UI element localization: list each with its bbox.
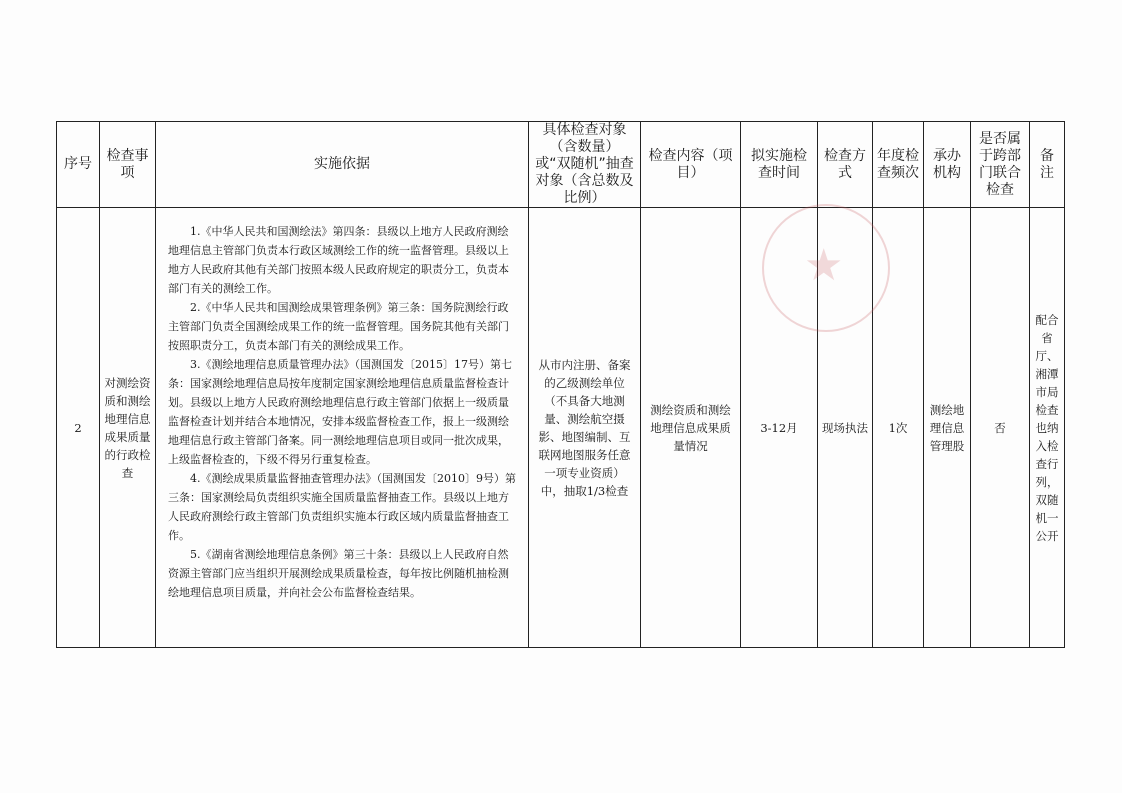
inspection-table: [56, 121, 1065, 648]
cell-basis: [156, 208, 529, 648]
cell-frequency: 1次: [873, 208, 924, 648]
header-objects: 具体检查对象（含数量）或“双随机”抽查对象（含总数及比例）: [529, 122, 641, 208]
cell-item: 对测绘资质和测绘地理信息成果质量的行政检查: [100, 208, 156, 648]
header-content: 检查内容（项目）: [641, 122, 741, 208]
header-seq: 序号: [57, 122, 100, 208]
basis-clause: 2.《中华人民共和国测绘成果管理条例》第三条：国务院测绘行政主管部门负责全国测绘成果工作的统一监督管理。国务院其他有关部门按照职责分工，负责本部门有关的测绘成果工作。: [168, 301, 509, 352]
cell-agency: 测绘地理信息管理股: [924, 208, 971, 648]
basis-clause: 4.《测绘成果质量监督抽查管理办法》（国测国发〔2010〕9号）第三条：国家测绘局负责组织实施全国质量监督抽查工作。县级以上地方人民政府测绘行政主管部门负责组织实施本行政区域内质量监督抽查工作。: [168, 472, 516, 542]
header-basis: 实施依据: [156, 122, 529, 208]
cell-seq: 2: [57, 208, 100, 648]
seal-star-icon: ★: [804, 240, 844, 291]
basis-clause: 3.《测绘地理信息质量管理办法》（国测国发〔2015〕17号）第七条：国家测绘地理信息局按年度制定国家测绘地理信息质量监督检查计划。县级以上地方人民政府测绘地理信息行政主管部门依据上一级质量监督检查计划并结合本地情况，安排本级监督检查工作，报上一级测绘地理信息行政主管部门备案。同一测绘地理信息项目或同一批次成果，上级监督检查的，下级不得另行重复检查。: [168, 358, 512, 466]
table-row: [57, 208, 1065, 648]
header-item: 检查事项: [100, 122, 156, 208]
cell-content: 测绘资质和测绘地理信息成果质量情况: [641, 208, 741, 648]
basis-clause: 1.《中华人民共和国测绘法》第四条：县级以上地方人民政府测绘地理信息主管部门负责本行政区域测绘工作的统一监督管理。县级以上地方人民政府其他有关部门按照本级人民政府规定的职责分工，负责本部门有关的测绘工作。: [168, 225, 509, 295]
cell-method: 现场执法: [818, 208, 873, 648]
header-remark: 备注: [1030, 122, 1065, 208]
cell-objects: 从市内注册、备案的乙级测绘单位（不具备大地测量、测绘航空摄影、地图编制、互联网地图服务任意一项专业资质）中，抽取1/3检查: [529, 208, 641, 648]
header-joint: 是否属于跨部门联合检查: [971, 122, 1030, 208]
header-row: [57, 122, 1065, 208]
header-frequency: 年度检查频次: [873, 122, 924, 208]
header-method: 检查方式: [818, 122, 873, 208]
basis-clause: 5.《湖南省测绘地理信息条例》第三十条：县级以上人民政府自然资源主管部门应当组织开展测绘成果质量检查，每年按比例随机抽检测绘地理信息项目质量，并向社会公布监督检查结果。: [168, 548, 509, 599]
cell-remark: 配合省厅、湘潭市局检查也纳入检查行列，双随机一公开: [1030, 208, 1065, 648]
cell-time: 3-12月: [741, 208, 818, 648]
header-time: 拟实施检查时间: [741, 122, 818, 208]
cell-joint: 否: [971, 208, 1030, 648]
header-agency: 承办机构: [924, 122, 971, 208]
